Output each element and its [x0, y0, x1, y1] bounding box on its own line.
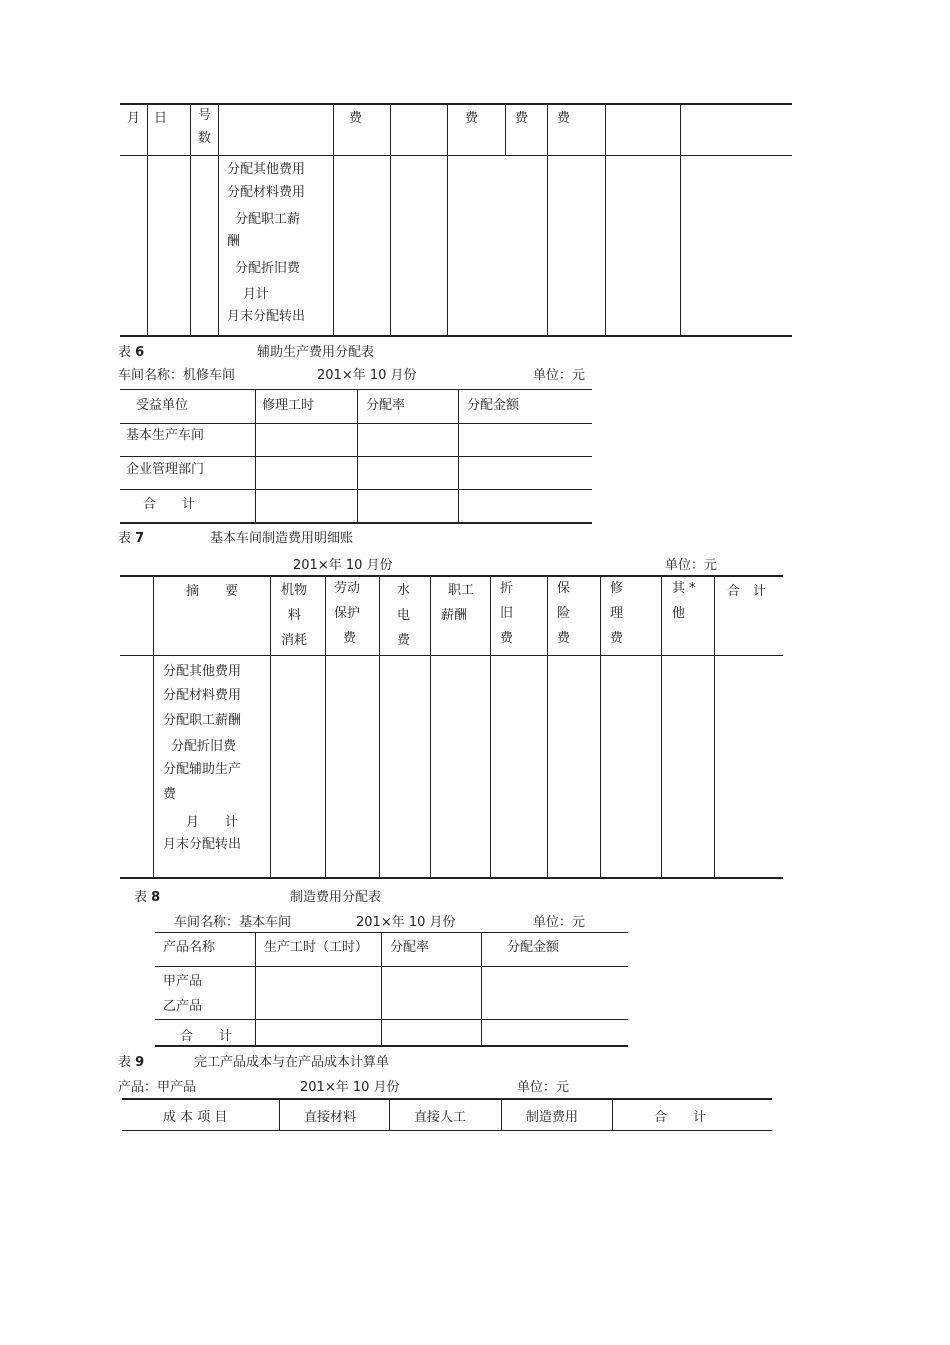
table-7-row-auxiliary: 分配辅助生产: [163, 762, 242, 777]
table-6-label: 表 6: [118, 345, 145, 360]
table-7-row-material-fees: 分配材料费用: [163, 688, 242, 703]
table-7-header-repair: 修 理 费: [610, 581, 624, 646]
table-9-product: 产品：甲产品: [118, 1080, 197, 1095]
table-7-row-auxiliary-cont: 费: [163, 787, 177, 802]
table-9-header-manufacturing-overhead: 制造费用: [526, 1110, 579, 1125]
table-6-title: 辅助生产费用分配表: [257, 345, 375, 360]
table-7-header-other: 其 * 他: [672, 581, 696, 621]
header-fee-1: 费: [349, 111, 363, 126]
table-7-row-month-end-transfer: 月末分配转出: [163, 837, 242, 852]
table-6-header-amount: 分配金额: [467, 398, 520, 413]
table-6-row-management: 企业管理部门: [126, 462, 205, 477]
table-6-workshop: 车间名称：机修车间: [118, 368, 236, 383]
table-7-header-total: 合 计: [727, 584, 767, 599]
table-8-row-product-b: 乙产品: [163, 999, 203, 1014]
header-number: 号 数: [198, 108, 212, 146]
table-6-row-basic-workshop: 基本生产车间: [126, 428, 205, 443]
table-6-header-beneficiary: 受益单位: [136, 398, 189, 413]
table-9-header-cost-item: 成 本 项 目: [163, 1110, 228, 1125]
table-7-title: 基本车间制造费用明细账: [210, 531, 354, 546]
table-7-period: 201×年 10 月份: [293, 558, 393, 573]
table-7-header-machine: 机物 料 消耗: [281, 583, 308, 648]
table-9-unit: 单位：元: [517, 1080, 570, 1095]
table-8-row-product-a: 甲产品: [163, 974, 203, 989]
table-8-header-product: 产品名称: [163, 940, 216, 955]
table-6-period: 201×年 10 月份: [317, 368, 417, 383]
table-8-header-hours: 生产工时（工时）: [264, 940, 369, 955]
table-8-label: 表 8: [134, 890, 161, 905]
header-fee-2: 费: [465, 111, 479, 126]
table-7-row-depreciation: 分配折旧费: [171, 739, 237, 754]
row-depreciation: 分配折旧费: [235, 261, 301, 276]
row-other-fees: 分配其他费用: [227, 162, 306, 177]
table-7-row-other-fees: 分配其他费用: [163, 664, 242, 679]
table-8-period: 201×年 10 月份: [356, 915, 456, 930]
header-fee-3: 费: [515, 111, 529, 126]
table-7-row-salary: 分配职工薪酬: [163, 713, 242, 728]
table-8-workshop: 车间名称：基本车间: [174, 915, 292, 930]
table-8-unit: 单位：元: [533, 915, 586, 930]
table-7-unit: 单位：元: [665, 558, 718, 573]
row-month-end-transfer: 月末分配转出: [227, 309, 306, 324]
row-salary-fees-cont: 酬: [227, 234, 241, 249]
row-salary-fees: 分配职工薪: [235, 212, 301, 227]
table-9-header-direct-labor: 直接人工: [414, 1110, 467, 1125]
table-6-unit: 单位：元: [533, 368, 586, 383]
table-7-header-summary: 摘 要: [186, 584, 239, 599]
header-fee-4: 费: [557, 111, 571, 126]
table-9-label: 表 9: [118, 1055, 145, 1070]
row-month-total: 月计: [243, 287, 270, 302]
table-7-label: 表 7: [118, 531, 145, 546]
header-month: 月: [127, 111, 141, 126]
table-8-row-total: 合 计: [180, 1029, 233, 1044]
header-day: 日: [154, 111, 168, 126]
table-9-header-total: 合 计: [654, 1110, 707, 1125]
table-7-header-salary: 职工 薪酬: [441, 583, 475, 623]
table-8-title: 制造费用分配表: [290, 890, 382, 905]
table-7-header-water-electricity: 水 电 费: [397, 583, 411, 648]
table-6-header-repair-hours: 修理工时: [262, 398, 315, 413]
table-9-period: 201×年 10 月份: [300, 1080, 400, 1095]
row-material-fees: 分配材料费用: [227, 185, 306, 200]
table-6-row-total: 合 计: [143, 497, 196, 512]
table-9-header-direct-material: 直接材料: [304, 1110, 357, 1125]
table-7-header-depreciation: 折 旧 费: [500, 581, 514, 646]
table-7-row-month-total: 月 计: [186, 815, 239, 830]
table-8-header-amount: 分配金额: [507, 940, 560, 955]
table-9-title: 完工产品成本与在产品成本计算单: [194, 1055, 390, 1070]
table-6-header-rate: 分配率: [366, 398, 406, 413]
table-8-header-rate: 分配率: [390, 940, 430, 955]
table-7-header-labor-protection: 劳动 保护 费: [334, 581, 361, 646]
table-7-header-insurance: 保 险 费: [557, 581, 571, 646]
